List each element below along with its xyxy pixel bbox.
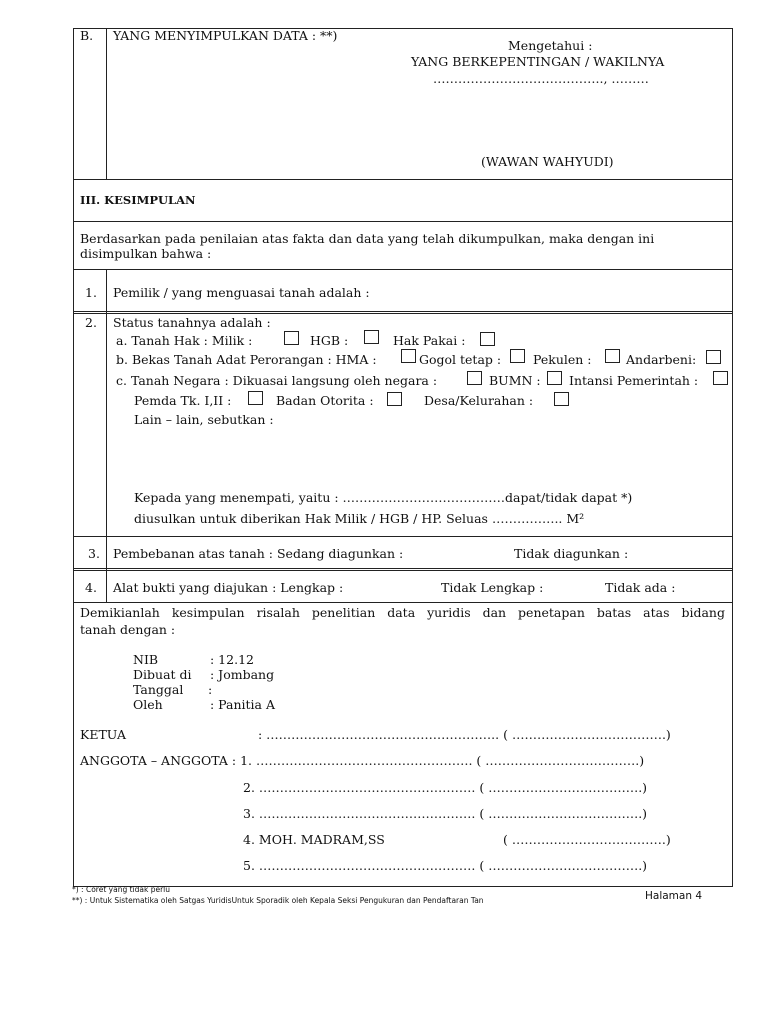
lain-lain-label: Lain – lain, sebutkan : bbox=[134, 412, 274, 427]
table-border-bottom bbox=[73, 886, 733, 887]
pekulen-label: Pekulen : bbox=[533, 352, 592, 367]
intansi-pemerintah-checkbox[interactable] bbox=[713, 371, 728, 385]
gogol-tetap-label: Gogol tetap : bbox=[419, 352, 502, 367]
row-divider bbox=[73, 179, 733, 180]
yang-berkepentingan-label: YANG BERKEPENTINGAN / WAKILNYA bbox=[411, 54, 665, 69]
pekulen-checkbox[interactable] bbox=[605, 349, 620, 363]
mengetahui-label: Mengetahui : bbox=[508, 38, 593, 53]
hma-checkbox[interactable] bbox=[401, 349, 416, 363]
item-1-number: 1. bbox=[85, 285, 97, 300]
closing-line1: Demikianlah kesimpulan risalah penelitian data yuridis dan penetapan batas atas bidang bbox=[80, 605, 725, 620]
tanah-hak-milik-label: a. Tanah Hak : Milik : bbox=[116, 333, 253, 348]
intansi-pemerintah-label: Intansi Pemerintah : bbox=[569, 373, 699, 388]
bekas-tanah-adat-label: b. Bekas Tanah Adat Perorangan : HMA : bbox=[116, 352, 377, 367]
badan-otorita-checkbox[interactable] bbox=[387, 392, 402, 406]
ketua-label: KETUA bbox=[80, 727, 126, 742]
row-divider bbox=[73, 570, 733, 571]
pemda-label: Pemda Tk. I,II : bbox=[134, 393, 232, 408]
desa-kelurahan-label: Desa/Kelurahan : bbox=[424, 393, 534, 408]
place-date-dots: ………………………………….., ……… bbox=[433, 71, 649, 86]
tanggal-label: Tanggal bbox=[133, 682, 184, 697]
andarbeni-label: Andarbeni: bbox=[626, 352, 697, 367]
kepada-menempati-line: Kepada yang menempati, yaitu : …………………………………dapat/tidak dapat *) bbox=[134, 490, 633, 505]
number-column-divider bbox=[106, 28, 107, 179]
table-border-right bbox=[732, 28, 733, 887]
row-divider bbox=[73, 269, 733, 270]
item-4-number: 4. bbox=[85, 580, 97, 595]
tidak-diagunkan-label: Tidak diagunkan : bbox=[514, 546, 629, 561]
page-number: Halaman 4 bbox=[645, 890, 703, 902]
andarbeni-checkbox[interactable] bbox=[706, 350, 721, 364]
kesimpulan-heading: III. KESIMPULAN bbox=[80, 193, 196, 207]
anggota-2-line: 2. ……………………………………………. ( ……………………………….) bbox=[243, 780, 648, 795]
alat-bukti-label: Alat bukti yang diajukan : Lengkap : bbox=[113, 580, 344, 595]
tanah-negara-label: c. Tanah Negara : Dikuasai langsung oleh negara : bbox=[116, 373, 438, 388]
hgb-checkbox[interactable] bbox=[364, 330, 379, 344]
milik-checkbox[interactable] bbox=[284, 331, 299, 345]
item-3-number: 3. bbox=[88, 546, 100, 561]
dikuasai-negara-checkbox[interactable] bbox=[467, 371, 482, 385]
dibuat-di-value: : Jombang bbox=[210, 667, 275, 682]
tidak-ada-label: Tidak ada : bbox=[605, 580, 676, 595]
closing-line2: tanah dengan : bbox=[80, 622, 176, 637]
footnote-coret: *) : Coret yang tidak perlu bbox=[72, 885, 170, 894]
ketua-signature-line: : ……………………………………………….. ( ……………………………….) bbox=[258, 727, 671, 742]
badan-otorita-label: Badan Otorita : bbox=[276, 393, 374, 408]
anggota-5-line: 5. ……………………………………………. ( ……………………………….) bbox=[243, 858, 648, 873]
kesimpulan-intro-line2: disimpulkan bahwa : bbox=[80, 246, 212, 261]
tanggal-value: : bbox=[208, 682, 213, 697]
item-1-text: Pemilik / yang menguasai tanah adalah : bbox=[113, 285, 370, 300]
anggota-4-signature: ( ……………………………….) bbox=[503, 832, 671, 847]
desa-kelurahan-checkbox[interactable] bbox=[554, 392, 569, 406]
pembebanan-label: Pembebanan atas tanah : Sedang diagunkan : bbox=[113, 546, 404, 561]
row-divider bbox=[73, 602, 733, 603]
row-divider bbox=[73, 221, 733, 222]
status-tanah-label: Status tanahnya adalah : bbox=[113, 315, 271, 330]
hak-pakai-label: Hak Pakai : bbox=[393, 333, 466, 348]
hak-pakai-checkbox[interactable] bbox=[480, 332, 495, 346]
section-b-label: B. bbox=[80, 28, 94, 43]
diusulkan-line: diusulkan untuk diberikan Hak Milik / HGB / HP. Seluas …………….. M² bbox=[134, 511, 585, 526]
bumn-checkbox[interactable] bbox=[547, 371, 562, 385]
gogol-tetap-checkbox[interactable] bbox=[510, 349, 525, 363]
anggota-3-line: 3. ……………………………………………. ( ……………………………….) bbox=[243, 806, 648, 821]
bumn-label: BUMN : bbox=[489, 373, 541, 388]
pemda-checkbox[interactable] bbox=[248, 391, 263, 405]
nib-value: : 12.12 bbox=[210, 652, 254, 667]
hgb-label: HGB : bbox=[310, 333, 349, 348]
section-b-title: YANG MENYIMPULKAN DATA : **) bbox=[113, 28, 338, 43]
tidak-lengkap-label: Tidak Lengkap : bbox=[441, 580, 544, 595]
nib-label: NIB bbox=[133, 652, 159, 667]
table-border-left bbox=[73, 28, 74, 887]
anggota-4-name: 4. MOH. MADRAM,SS bbox=[243, 832, 385, 847]
row-divider bbox=[73, 536, 733, 537]
anggota-1-line: ANGGOTA – ANGGOTA : 1. ……………………………………………. ( ……………………………….) bbox=[80, 753, 645, 768]
oleh-value: : Panitia A bbox=[210, 697, 276, 712]
signatory-name: (WAWAN WAHYUDI) bbox=[481, 154, 614, 169]
item-2-number: 2. bbox=[85, 315, 97, 330]
dibuat-di-label: Dibuat di bbox=[133, 667, 192, 682]
kesimpulan-intro-line1: Berdasarkan pada penilaian atas fakta dan data yang telah dikumpulkan, maka dengan ini bbox=[80, 231, 655, 246]
oleh-label: Oleh bbox=[133, 697, 163, 712]
number-column-divider bbox=[106, 269, 107, 603]
footnote-sistematika: **) : Untuk Sistematika oleh Satgas YuridisUntuk Sporadik oleh Kepala Seksi Pengukuran dan Pendaftaran Tan bbox=[72, 896, 484, 905]
